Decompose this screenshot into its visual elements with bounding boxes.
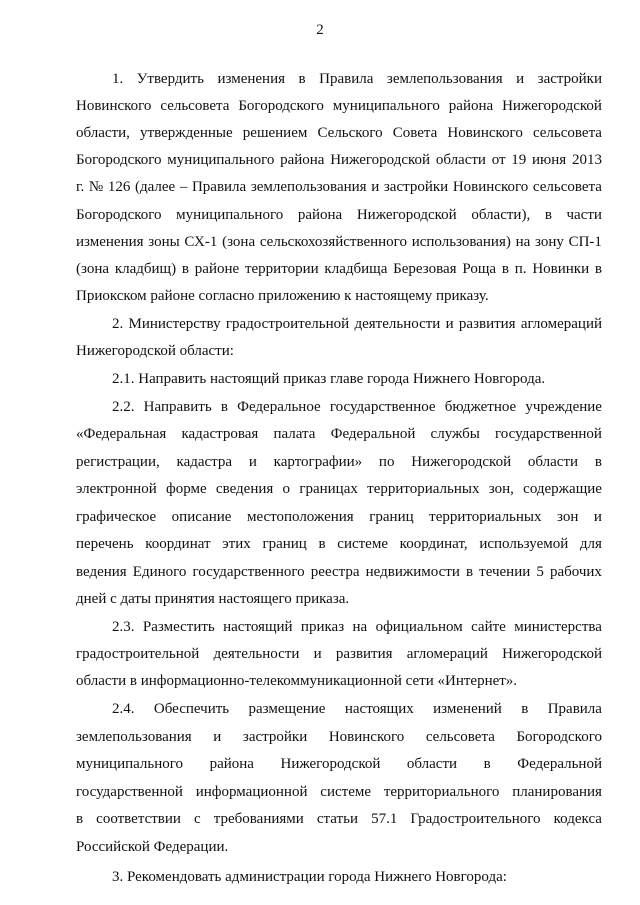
text-line: Богородского муниципального района Нижегородской области от 19 июня 2013 xyxy=(76,152,602,168)
text-line: муниципального района Нижегородской области в Федеральной xyxy=(76,756,602,772)
text-line: области в информационно-телекоммуникационной сети «Интернет». xyxy=(76,673,518,689)
text-line: государственной информационной системе территориального планирования xyxy=(76,784,602,800)
text-line: электронной форме сведения о границах территориальных зон, содержащие xyxy=(76,481,602,497)
text-line: 1. Утвердить изменения в Правила землепользования и застройки xyxy=(112,71,602,87)
text-line: Российской Федерации. xyxy=(76,839,229,855)
text-line: дней с даты принятия настоящего приказа. xyxy=(76,591,350,607)
text-line: 2.2. Направить в Федеральное государственное бюджетное учреждение xyxy=(112,399,602,415)
text-line: Богородского муниципального района Нижегородской области), в части xyxy=(76,207,602,223)
text-line: Новинского сельсовета Богородского муниципального района Нижегородской xyxy=(76,98,602,114)
page-number: 2 xyxy=(316,22,324,38)
text-line: градостроительной деятельности и развития агломераций Нижегородской xyxy=(76,646,602,662)
text-line: Нижегородской области: xyxy=(76,343,234,359)
text-line: изменения зоны СХ-1 (зона сельскохозяйственного использования) на зону СП-1 xyxy=(76,234,602,250)
text-line: 2. Министерству градостроительной деятельности и развития агломераций xyxy=(112,316,602,332)
text-line: регистрации, кадастра и картографии» по Нижегородской области в xyxy=(76,454,602,470)
text-line: 2.3. Разместить настоящий приказ на официальном сайте министерства xyxy=(112,619,602,635)
text-line: (зона кладбищ) в районе территории кладбища Березовая Роща в п. Новинки в xyxy=(76,261,602,277)
text-line: ведения Единого государственного реестра недвижимости в течении 5 рабочих xyxy=(76,564,602,580)
text-line: 2.1. Направить настоящий приказ главе города Нижнего Новгорода. xyxy=(112,371,546,387)
text-line: перечень координат этих границ в системе координат, используемой для xyxy=(76,536,602,552)
text-line: землепользования и застройки Новинского сельсовета Богородского xyxy=(76,729,602,745)
text-line: «Федеральная кадастровая палата Федеральной службы государственной xyxy=(76,426,602,442)
text-line: области, утвержденные решением Сельского Совета Новинского сельсовета xyxy=(76,125,602,141)
text-line: 3. Рекомендовать администрации города Нижнего Новгорода: xyxy=(112,868,507,885)
text-line: 2.4. Обеспечить размещение настоящих изменений в Правила xyxy=(112,701,602,717)
text-line: Приокском районе согласно приложению к настоящему приказу. xyxy=(76,288,489,304)
text-line: г. № 126 (далее – Правила землепользования и застройки Новинского сельсовета xyxy=(76,179,602,195)
text-line: в соответствии с требованиями статьи 57.1 Градостроительного кодекса xyxy=(76,811,602,827)
text-line: графическое описание местоположения границ территориальных зон и xyxy=(76,509,602,525)
